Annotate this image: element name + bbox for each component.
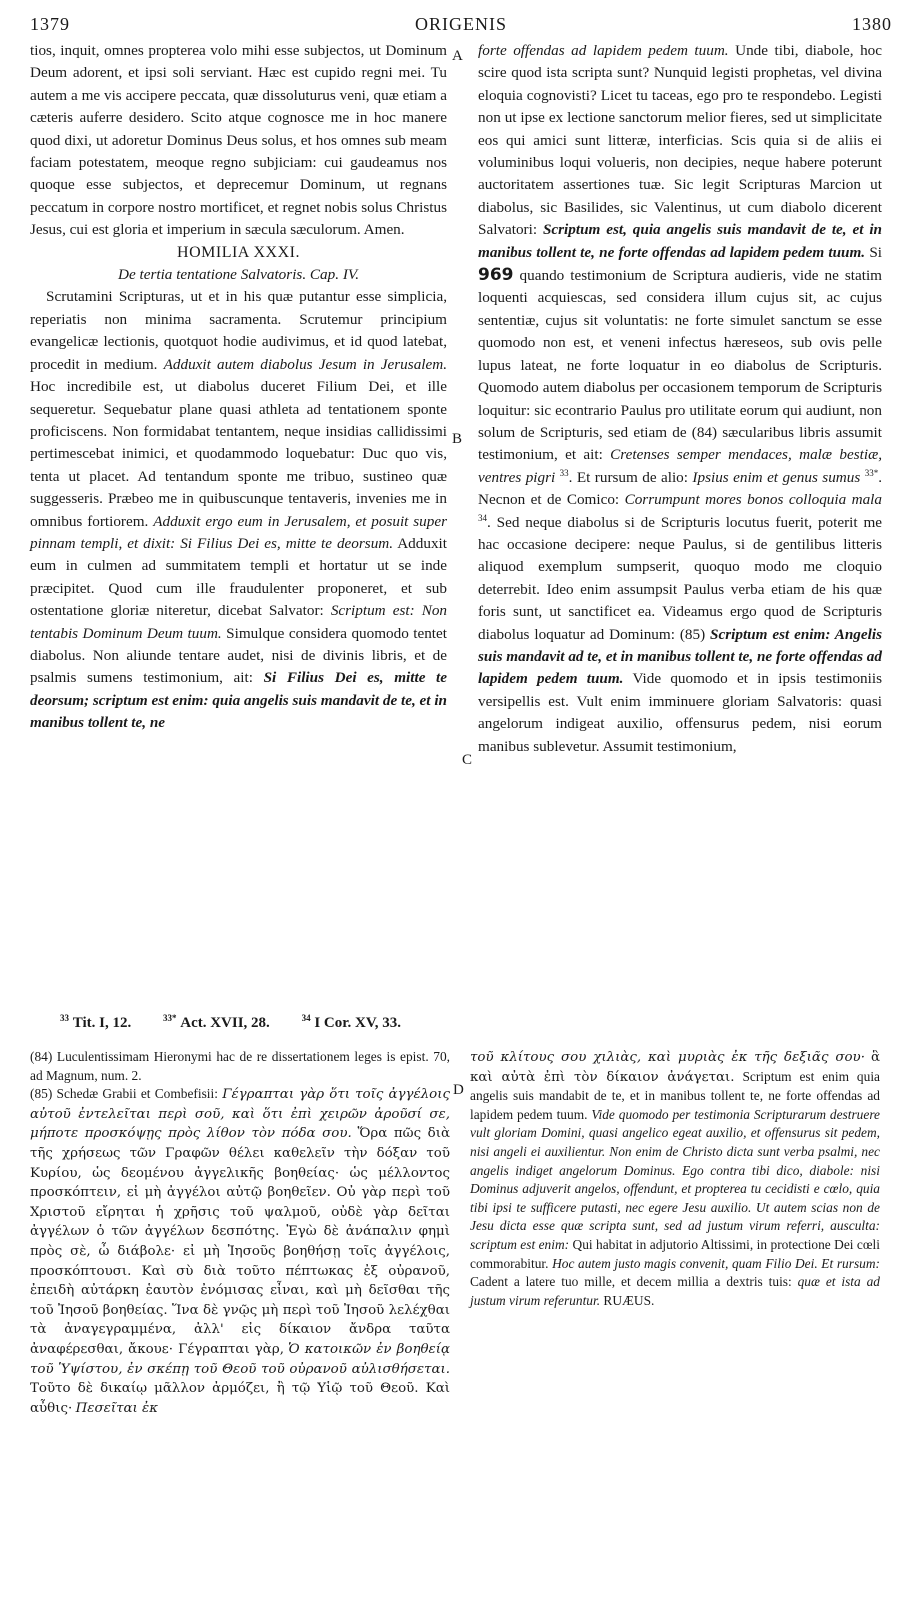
text-run: Scrutamini Scripturas, ut et in his quæ putantur esse simplicia, reperiatis non minima sacramenta. Scrutemur principium evangelicæ lectionis, quotquot hodie audivimus, et id quod latebat, procedit in medium. (30, 288, 447, 373)
editorial-notes-right (470, 1048, 880, 1310)
latin-translation: Vide quomodo per testimonia Scripturarum destruere vult gloriam Domini, quasi angelico egeat auxilio, et offensurus sit pedem, nisi angeli ei auxilientur. Non enim de Christo dicta sunt verba psalmi, nec angelis indiget angelorum Dominus. Ego contra tibi dico, diabole: nisi Dominus adjuverit angelos, offendunt, et propterea tu cecidisti e cœlo, quia tibi ipsi te sufficere putasti, nec egere Jesu auxilio. Ut autem scias non de Jesu dicta esse quæ scripta sunt, sed ad justum virum referri, ausculta: scriptum est enim: (470, 1106, 880, 1252)
text-run: (85) Schedæ Grabii et Combefisii: (30, 1086, 218, 1102)
column-number: 969 (478, 265, 514, 286)
footnote-item (163, 1015, 270, 1031)
left-column (30, 40, 447, 735)
footnote-item (60, 1015, 131, 1031)
text-run: Scriptum est enim quia angelis suis mandabit de te, et in manibus tollent te, ne forte offendas ad lapidem pedem tuum. (470, 1068, 880, 1122)
homily-subtitle: De tertia tentatione Salvatoris. Cap. IV. (117, 266, 359, 284)
editorial-notes-left (30, 1048, 450, 1418)
scripture-quote: Cretenses semper mendaces, malæ bestiæ, ventres pigri (478, 446, 882, 486)
greek-quote: τοῦ κλίτους σου χιλιὰς, καὶ μυριὰς ἐκ τῆς δεξιᾶς σου· (470, 1050, 865, 1065)
text-run: quando testimonium de Scriptura audieris, vide ne statim loquenti acquiescas, sed considera illum cujus sit, ac cujus sententiæ, cujus sit voluntatis: ne forte simulet sanctum se esse quomodo non est, et veneni infectus hæreseos, sub ovis pelle lupus lateat, ne forte loquatur in eo diabolus de Scripturis. Quomodo autem diabolus per occasionem temporum de Scripturis loquitur: sic econtrario Paulus pro utilitate eorum qui audiunt, non solum de Scripturis, sed etiam de (84) sæcularibus libris assumit testimonium, et ait: (478, 267, 882, 464)
text-run: . Et rursum de alio: (568, 468, 688, 486)
left-paragraph-2 (30, 286, 447, 734)
scripture-quote: Scriptum est, quia angelis suis mandavit de te, et in manibus tollent te, ne forte offendas ad lapidem pedem tuum. (478, 221, 882, 261)
scripture-quote: Corrumpunt mores bonos colloquia mala (624, 491, 882, 509)
page-number-right: 1380 (852, 14, 892, 34)
note-85-continued (470, 1048, 880, 1310)
text-run: . Necnon et de Comico: (478, 468, 882, 509)
greek-text: Ὅρα πῶς διὰ τῆς χρήσεως τῶν Γραφῶν θέλει καθελεῖν τὴν δόξαν τοῦ Κυρίου, ὡς δεομένου ἀγγελικῆς βοηθείας· ὡς μέλλοντος προσκόπτειν, εἰ μὴ ἀγγέλοι αὐτῷ βοηθεῖεν. Οὐ γὰρ περὶ τοῦ Χριστοῦ εἴρηται ἡ χρῆσις τοῦ ψαλμοῦ, οὐδὲ γὰρ δεῖται ἀγγέλων ὁ τῶν ἀγγέλων δεσπότης. Ἐγὼ δὲ ἀνάπαλιν φημὶ πρὸς σὲ, ὦ διάβολε· εἰ μὴ Ἰησοῦς βοηθήσῃ τοῖς ἀγγέλοις, προσκόπτουσι. Καὶ σὺ διὰ τοῦτο πέπτωκας ἐξ οὐρανοῦ, ἐπειδὴ αὐτάρκη ἑαυτὸν ἐνόμισας εἶναι, καὶ μὴ δεῖσθαι τῆς τοῦ Ἰησοῦ βοηθείας. Ἵνα δὲ γνῷς μὴ περὶ τοῦ Ἰησοῦ λελέχθαι τὰ ἀναγεγραμμένα, ἀλλ' εἰς δίκαιον ἄνδρα ταῦτα ἀναφέρεσθαι, ἄκουε· Γέγραπται γὰρ, (30, 1126, 450, 1357)
scripture-quote: Adduxit autem diabolus Jesum in Jerusalem. (163, 355, 448, 373)
right-paragraph (478, 40, 882, 758)
scripture-quote: forte offendas ad lapidem pedem tuum. (478, 42, 729, 59)
scripture-quote: Scriptum est: Non tentabis Dominum Deum tuum. (30, 602, 448, 642)
text-run: Adduxit eum in culmen ad summitatem templi et hortatur ut se inde præcipitet. Quod cum ille fraudulenter proponeret, et sub ostentatione gloriæ niteretur, dicebat Salvator: (30, 534, 447, 620)
note-84: (84) Luculentissimam Hieronymi hac de re dissertationem leges is epist. 70, ad Magnum, num. 2. (30, 1049, 450, 1083)
footnote-ref: 33 (559, 467, 569, 478)
page-number-left: 1379 (30, 14, 70, 34)
running-title: ORIGENIS (415, 14, 507, 34)
text-run: Vide quomodo et in ipsis testimoniis versipellis est. Vult enim imminuere gloriam Salvatoris: quasi angelorum indigeat auxilio, offensurus pedem, nisi eorum manibus sublevetur. Assumit testimonium, (478, 670, 882, 755)
scripture-footnotes (60, 1015, 860, 1032)
note-85 (30, 1085, 450, 1418)
footnote-ref-text: I Cor. XV, 33. (314, 1015, 401, 1031)
editor-signature: RUÆUS. (603, 1292, 655, 1308)
scripture-quote: Ipsius enim et genus sumus (692, 468, 861, 486)
scripture-quote: Si Filius Dei es, mitte te deorsum; scriptum est enim: quia angelis suis mandavit de te, et in manibus tollent te, ne (30, 669, 448, 732)
scripture-quote: Adduxit ergo eum in Jerusalem, et posuit super pinnam templi, et dixit: Si Filius Dei es, mitte te deorsum. (30, 512, 448, 552)
footnote-num: 33* (162, 1013, 177, 1023)
homily-title: HOMILIA XXXI. (177, 243, 300, 261)
left-paragraph-1: tios, inquit, omnes propterea volo mihi esse subjectos, ut Dominum Deum adorent, et ipsi soli serviant. Hæc est cupido regni mei. Tu autem a me vis accipere peccata, quæ dissoluturus veni, quæ etiam a cæteris auferre desidero. Scito atque cognosce me in hoc manere quod dixi, ut adoretur Dominus Deus solus, et hos omnes sub meam faciam potestatem, meoque regno subjiciam: cui gaudeamus nos quoque esse subjectos, et deprecemur Dominum, ut regnans peccatum in corpore nostro mortificet, et regnet nobis solus Christus Jesus, cui est gloria et imperium in sæcula sæculorum. Amen. (30, 42, 447, 239)
greek-text: Τοῦτο δὲ δικαίῳ μᾶλλον ἀρμόζει, ἢ τῷ Υἱῷ τοῦ Θεοῦ. Καὶ αὖθις· (30, 1381, 450, 1416)
margin-letter-c: C (462, 752, 473, 768)
greek-text: ἃ καὶ αὐτὰ ἐπὶ τὸν δίκαιον ἀνάγεται. (470, 1050, 880, 1085)
right-column (478, 40, 882, 758)
text-run: . Sed neque diabolus si de Scripturis locutus fuerit, poterit me hac occasione decipere: neque Paulus, si de gentilibus litteris aliquod exemplum sumpserit, quoquo modo me cloquio deterrebit. Ideo enim assumpsit Paulus verba etiam de his quæ foris sunt, ut sanctificet ea. Videamus ergo quod de Scripturis diabolus loquatur ad Dominum: (85) (478, 513, 882, 643)
footnote-ref-text: Act. XVII, 28. (180, 1015, 270, 1031)
footnote-num: 33 (60, 1013, 69, 1023)
scripture-quote: Scriptum est enim: Angelis suis mandavit ad te, et in manibus tollent te, ne forte offendas ad lapidem pedem tuum. (478, 625, 882, 688)
text-run: Unde tibi, diabole, hoc scire quod ista scripta sunt? Nunquid legisti prophetas, vel divina eloquia cognovisti? Licet tu taceas, ego pro te respondebo. Legisti non ut ipse ex lectione sanctorum melior fieres, sed ut simplicitate eos qui amici sunt litteræ, interficias. Scis quia si de aliis ei voluminibus loqui volueris, non decipies, neque habere poterunt auctoritatem assertiones tuæ. Sic legit Scripturas Marcion ut diabolus, sic Basilides, sic Valentinus, ut cum diabolo dicerent Salvatori: (478, 42, 883, 239)
latin-translation: Hoc autem justo magis convenit, quam Filio Dei. Et rursum: (552, 1255, 880, 1271)
latin-translation: quæ et ista ad justum virum referuntur. (470, 1274, 880, 1308)
text-run: Si (869, 243, 882, 261)
footnote-ref-text: Tit. I, 12. (72, 1015, 132, 1031)
text-run: Cadent a latere tuo mille, et decem millia a dextris tuis: (470, 1274, 792, 1290)
margin-letter-b: B (452, 431, 463, 447)
greek-quote: Πεσεῖται ἐκ (75, 1400, 158, 1416)
footnote-num: 34 (301, 1013, 311, 1023)
footnote-ref: 33* (864, 467, 879, 478)
text-run: Hoc incredibile est, ut diabolus duceret Filium Dei, et ille sequeretur. Sequebatur plane quasi athleta ad tentationem sponte proficiscens. Non formidabat tentantem, neque insidias callidissimi pertimescebat inimici, et quodammodo loquebatur: Duc quo vis, tenta ut placet. Ad tentandum sponte me tribuo, sustineo quæ suggesseris. Præbeo me in quibuscunque tentaveris, invenies me in omnibus fortiorem. (30, 378, 447, 530)
margin-letter-a: A (452, 48, 463, 64)
margin-letter-d: D (453, 1082, 464, 1098)
greek-quote: Γέγραπται γὰρ ὅτι τοῖς ἀγγέλοις αὐτοῦ ἐντελεῖται περὶ σοῦ, καὶ ὅτι ἐπὶ χειρῶν ἀροῦσί σε, μήποτε προσκόψῃς πρὸς λίθον τὸν πόδα σου. (30, 1087, 450, 1142)
text-run: Simulque considera quomodo tentet diabolus. Non aliunde tentare audet, nisi de divinis libris, et de psalmis sumens testimonium, ait: (30, 624, 447, 687)
footnote-item (302, 1015, 401, 1031)
page-header (30, 8, 892, 38)
greek-quote: Ὁ κατοικῶν ἐν βοηθείᾳ τοῦ Ὑψίστου, ἐν σκέπῃ τοῦ Θεοῦ τοῦ οὐρανοῦ αὐλισθήσεται. (30, 1341, 451, 1377)
footnote-ref: 34 (478, 512, 487, 523)
text-run: Qui habitat in adjutorio Altissimi, in protectione Dei cœli commorabitur. (470, 1236, 880, 1271)
